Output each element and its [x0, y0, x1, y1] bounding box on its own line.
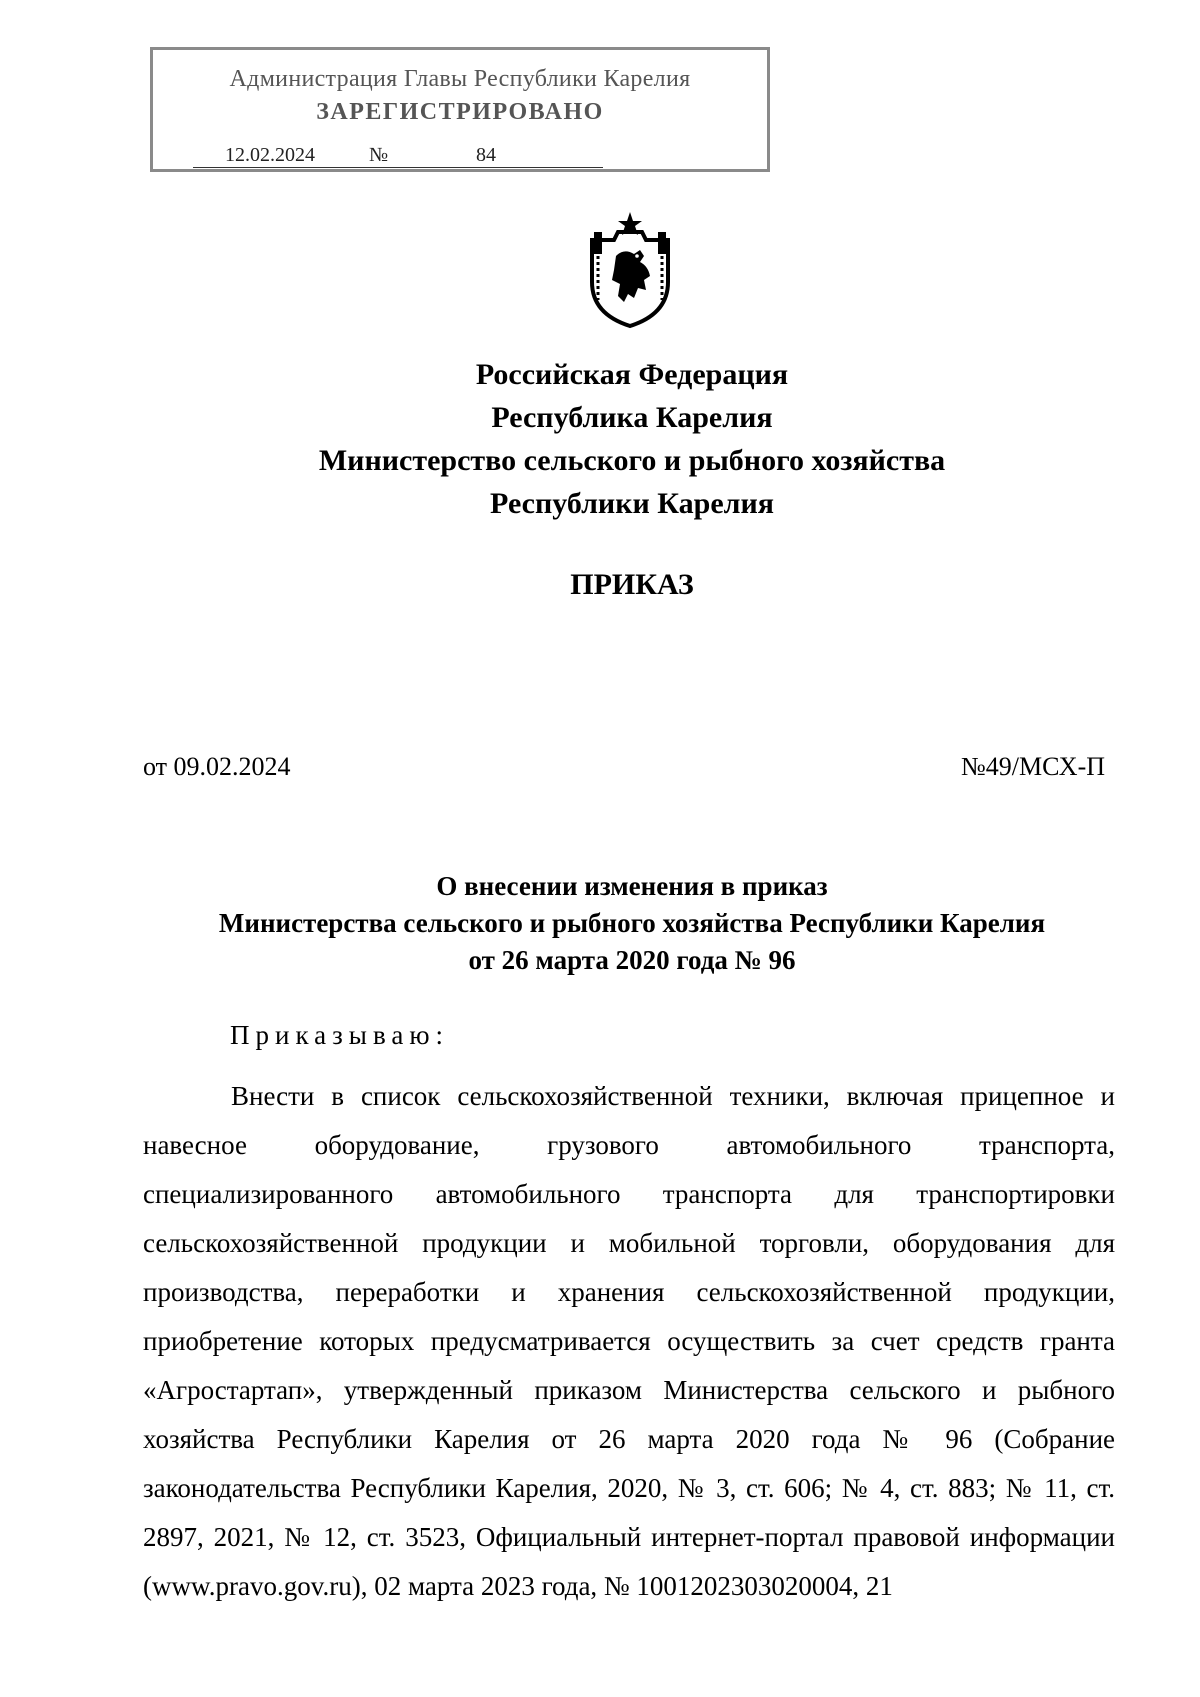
stamp-registration-line: [193, 144, 613, 166]
issuer-header: [0, 353, 1200, 525]
stamp-number-sign: №: [369, 144, 389, 166]
order-date: от 09.02.2024: [143, 752, 291, 781]
order-number: №49/МСХ-П: [960, 752, 1105, 781]
stamp-date: 12.02.2024: [225, 144, 315, 166]
header-republic: Республика Карелия: [491, 401, 773, 434]
stamp-underline: [193, 167, 603, 168]
stamp-status: ЗАРЕГИСТРИРОВАНО: [316, 99, 604, 125]
subject-line-3: от 26 марта 2020 года № 96: [468, 945, 796, 975]
stamp-authority: Администрация Главы Республики Карелия: [229, 66, 691, 92]
header-ministry-republic: Республики Карелия: [490, 487, 774, 520]
subject-line-1: О внесении изменения в приказ: [436, 871, 828, 901]
subject-line-2: Министерства сельского и рыбного хозяйства Республики Карелия: [218, 908, 1046, 938]
coat-of-arms-icon: [584, 210, 676, 330]
header-ministry: Министерство сельского и рыбного хозяйства: [318, 444, 946, 477]
registration-stamp: [150, 47, 770, 172]
header-country: Российская Федерация: [475, 358, 789, 391]
stamp-number: 84: [476, 144, 496, 166]
order-meta-line: [143, 752, 1105, 784]
order-subject: [0, 868, 1200, 979]
order-directive-word: Приказываю:: [230, 1020, 449, 1050]
body-paragraph: Внести в список сельскохозяйственной техники, включая прицепное и навесное оборудование, грузового автомобильного транспорта, специализированного автомобильного транспорта для транспортировки сельскохозяйственной продукции и мобильной торговли, оборудования для производства, переработки и хранения сельскохозяйственной продукции, приобретение которых предусматривается осуществить за счет средств гранта «Агростартап», утвержденный приказом Министерства сельского и рыбного хозяйства Республики Карелия от 26 марта 2020 года № 96 (Собрание законодательства Республики Карелия, 2020, № 3, ст. 606; № 4, ст. 883; № 11, ст. 2897, 2021, № 12, ст. 3523, Официальный интернет-портал правовой информации (www.pravo.gov.ru), 02 марта 2023 года, № 1001202303020004, 21: [143, 1081, 1115, 1601]
document-type: ПРИКАЗ: [570, 568, 694, 601]
